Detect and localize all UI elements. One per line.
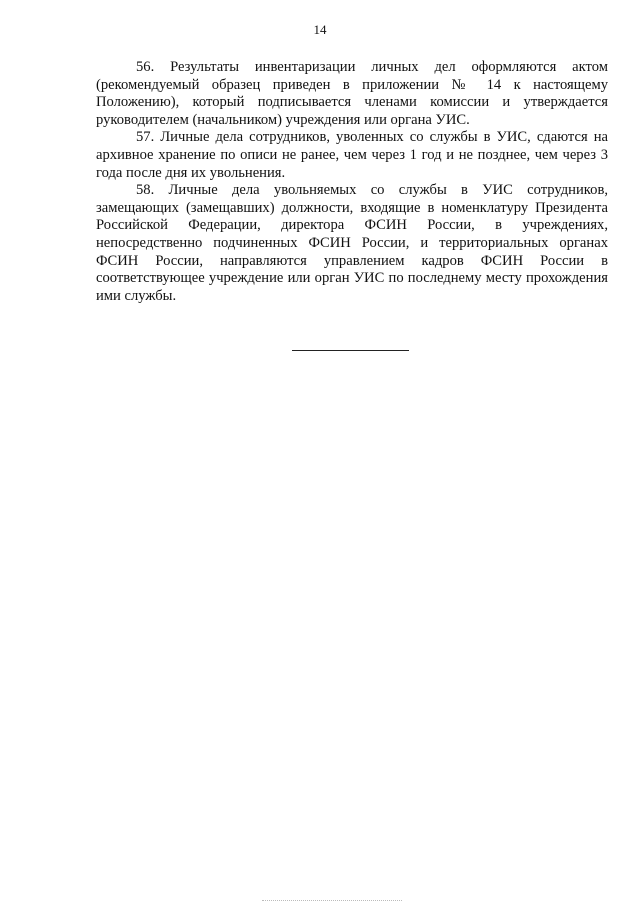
page-number: 14 bbox=[313, 22, 327, 37]
paragraph-58: 58. Личные дела увольняемых со службы в УИС сотрудников, замещающих (замещавших) должности, входящие в номенклатуру Президента Российской Федерации, директора ФСИН России, в учреждениях, непосредственно подчиненных ФСИН России, и территориальных органах ФСИН России, направляются управлением кадров ФСИН России в соответствующее учреждение или орган УИС по последнему месту прохождения ими службы. bbox=[96, 182, 608, 304]
paragraph-56: 56. Результаты инвентаризации личных дел оформляются актом (рекомендуемый образец приведен в приложении № 14 к настоящему Положению), который подписывается членами комиссии и утверждается руководителем (начальником) учреждения или органа УИС. bbox=[96, 59, 608, 128]
document-body bbox=[96, 59, 608, 305]
scan-edge-mark bbox=[262, 900, 402, 901]
end-separator-line bbox=[292, 350, 409, 351]
paragraph-57: 57. Личные дела сотрудников, уволенных со службы в УИС, сдаются на архивное хранение по описи не ранее, чем через 1 год и не позднее, чем через 3 года после дня их увольнения. bbox=[96, 129, 608, 181]
